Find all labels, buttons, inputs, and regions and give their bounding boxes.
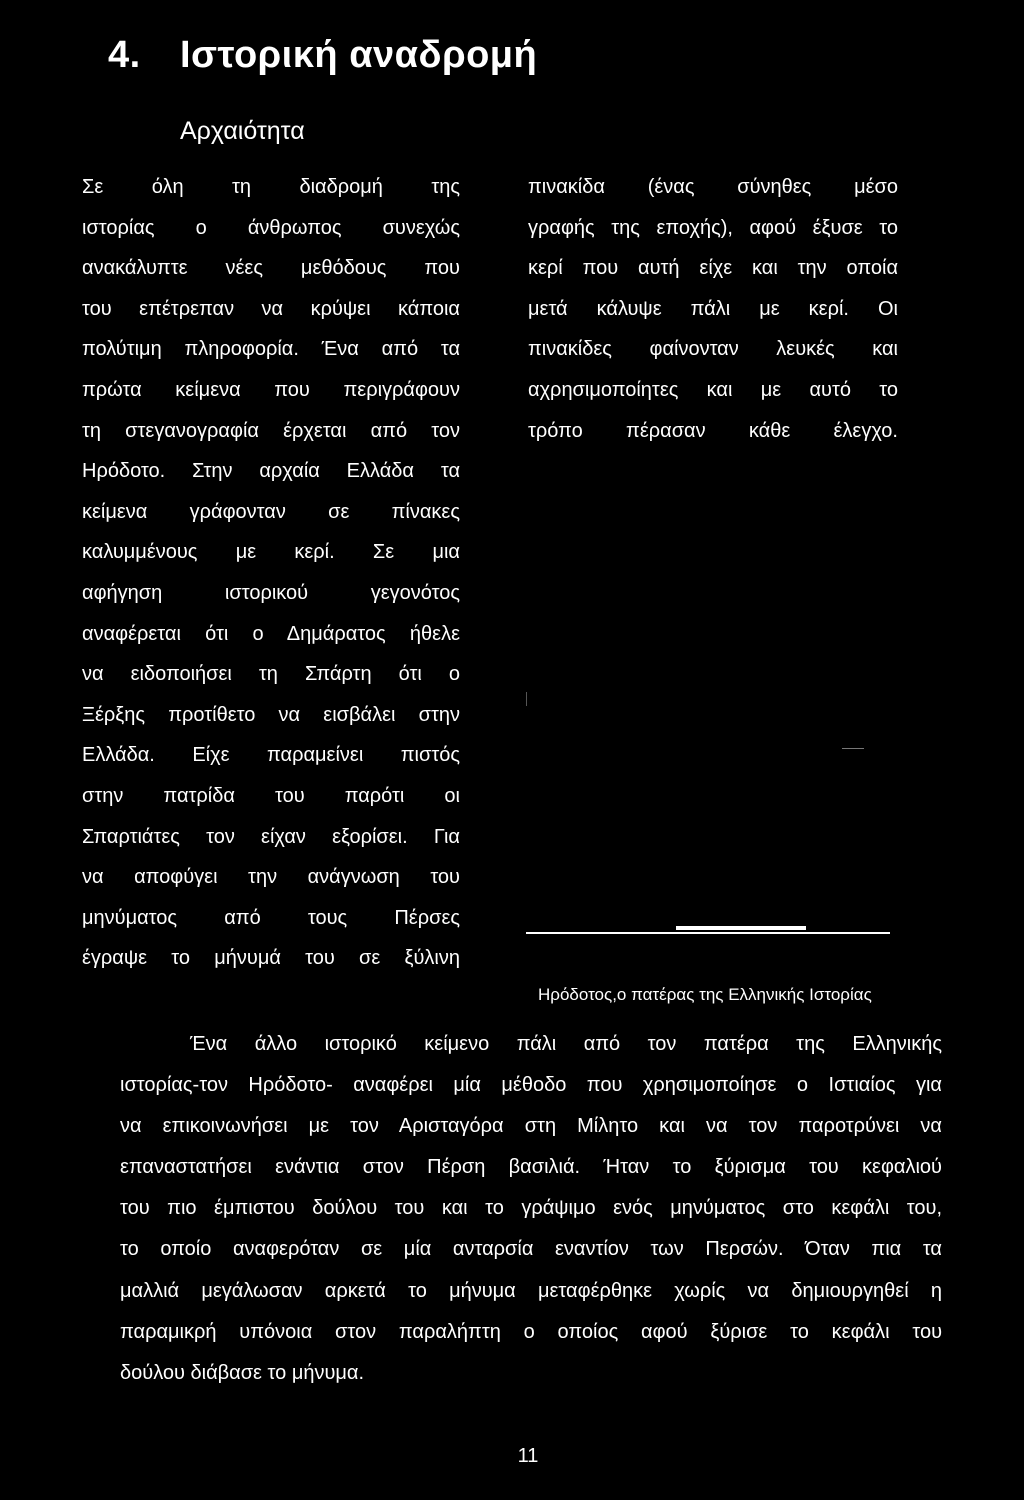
text-line: κείμενα γράφονταν σε πίνακες xyxy=(82,500,460,523)
text-line: πινακίδα (ένας σύνηθες μέσο xyxy=(528,176,898,198)
text-line: δούλου διάβασε το μήνυμα. xyxy=(120,1361,365,1384)
text-line: να αποφύγει την ανάγνωση του xyxy=(82,866,460,889)
text-line: επαναστατήσει ενάντια στον Πέρση βασιλιά. Ήταν το ξύρισμα του κεφαλιού xyxy=(120,1156,942,1179)
text-line: πρώτα κείμενα που περιγράφουν xyxy=(82,378,460,401)
text-line: μηνύματος από τους Πέρσες xyxy=(82,906,460,929)
text-line: ιστορίας-τον Ηρόδοτο- αναφέρει μία μέθοδο που χρησιμοποίησε ο Ιστιαίος για xyxy=(120,1074,942,1097)
text-line: στην πατρίδα του παρότι οι xyxy=(82,784,460,807)
text-line: αφήγηση ιστορικού γεγονότος xyxy=(82,581,460,604)
text-line: Ένα άλλο ιστορικό κείμενο πάλι από τον πατέρα της Ελληνικής xyxy=(190,1033,942,1055)
text-line: έγραψε το μήνυμά του σε ξύλινη xyxy=(82,947,460,970)
figure-baseline xyxy=(526,932,890,934)
section-subtitle: Αρχαιότητα xyxy=(180,117,305,145)
text-line: Ελλάδα. Είχε παραμείνει πιστός xyxy=(82,744,460,767)
text-line: του πιο έμπιστου δούλου του και το γράψιμο ενός μηνύματος στο κεφάλι του, xyxy=(120,1197,942,1220)
text-line: Ξέρξης προτίθετο να εισβάλει στην xyxy=(82,703,460,726)
left-column-text xyxy=(82,173,460,985)
full-width-paragraph xyxy=(120,1030,942,1400)
section-heading xyxy=(108,34,537,77)
text-line: να ειδοποιήσει τη Σπάρτη ότι ο xyxy=(82,663,460,686)
text-line: Σε όλη τη διαδρομή της xyxy=(82,176,460,198)
text-line: ανακάλυπτε νέες μεθόδους που xyxy=(82,257,460,280)
text-line: πινακίδες φαίνονταν λευκές και xyxy=(528,338,898,361)
figure-image xyxy=(520,470,920,940)
section-title: Ιστορική αναδρομή xyxy=(180,34,538,76)
figure-caption: Ηρόδοτος,ο πατέρας της Ελληνικής Ιστορίας xyxy=(538,985,872,1004)
text-line: Σπαρτιάτες τον είχαν εξορίσει. Για xyxy=(82,825,460,848)
text-line: Ηρόδοτο. Στην αρχαία Ελλάδα τα xyxy=(82,460,460,483)
text-line: να επικοινωνήσει με τον Αρισταγόρα στη Μίλητο και να τον παροτρύνει να xyxy=(120,1115,942,1138)
text-line: του επέτρεπαν να κρύψει κάποια xyxy=(82,297,460,320)
text-line: γραφής της εποχής), αφού έξυσε το xyxy=(528,216,898,239)
text-line: τη στεγανογραφία έρχεται από τον xyxy=(82,419,460,442)
figure-artifact xyxy=(526,692,527,706)
text-line: αχρησιμοποίητες και με αυτό το xyxy=(528,378,898,401)
figure-artifact xyxy=(842,748,864,749)
text-line: μετά κάλυψε πάλι με κερί. Οι xyxy=(528,297,898,320)
text-line: κερί που αυτή είχε και την οποία xyxy=(528,257,898,280)
text-line: μαλλιά μεγάλωσαν αρκετά το μήνυμα μεταφέρθηκε χωρίς να δημιουργηθεί η xyxy=(120,1279,942,1302)
text-line: τρόπο πέρασαν κάθε έλεγχο. xyxy=(528,419,898,442)
text-line: καλυμμένους με κερί. Σε μια xyxy=(82,541,460,564)
page-number: 11 xyxy=(517,1445,539,1467)
right-column-text xyxy=(528,173,898,457)
text-line: αναφέρεται ότι ο Δημάρατος ήθελε xyxy=(82,622,460,645)
text-line: ιστορίας ο άνθρωπος συνεχώς xyxy=(82,216,460,239)
text-line: το οποίο αναφερόταν σε μία ανταρσία εναντίον των Περσών. Όταν πια τα xyxy=(120,1238,942,1261)
figure-base-mark xyxy=(676,926,806,930)
text-line: παραμικρή υπόνοια στον παραλήπτη ο οποίος αφού ξύρισε το κεφάλι του xyxy=(120,1320,942,1343)
text-line: πολύτιμη πληροφορία. Ένα από τα xyxy=(82,338,460,361)
section-number: 4. xyxy=(108,34,141,76)
